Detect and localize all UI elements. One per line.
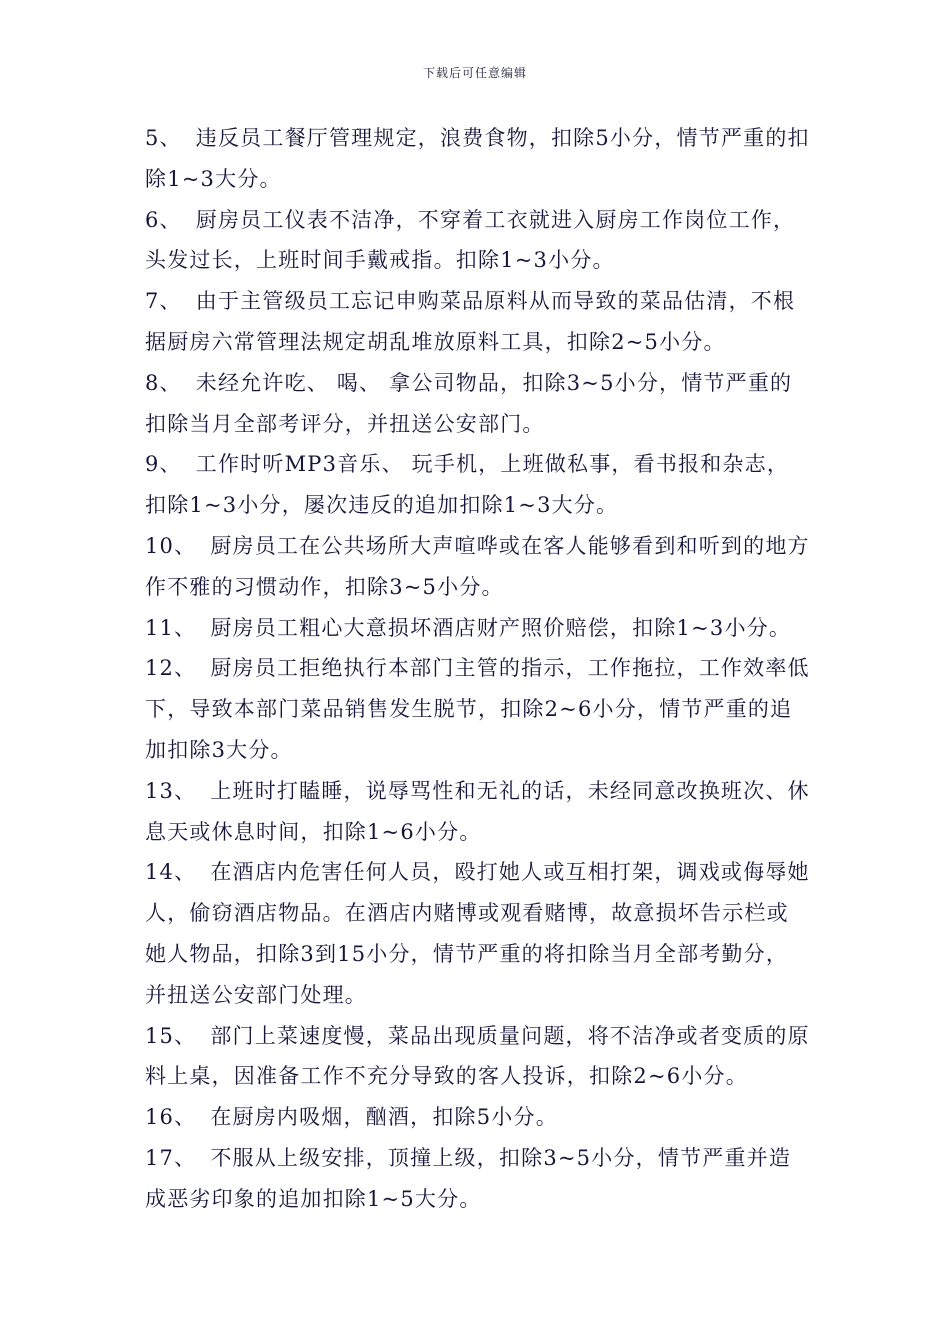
list-item xyxy=(145,771,810,853)
list-item xyxy=(145,648,810,770)
list-item xyxy=(145,608,810,649)
item-text: 厨房员工仪表不洁净，不穿着工衣就进入厨房工作岗位工作，头发过长，上班时间手戴戒指。扣除1~3小分。 xyxy=(145,207,796,273)
item-number: 16、 xyxy=(145,1105,197,1130)
item-number: 12、 xyxy=(145,656,197,681)
item-text: 工作时听MP3音乐、 玩手机，上班做私事，看书报和杂志，扣除1~3小分，屡次违反的追加扣除1~3大分。 xyxy=(145,452,790,518)
item-text: 在酒店内危害任何人员，殴打她人或互相打架，调戏或侮辱她人，偷窃酒店物品。在酒店内赌博或观看赌博，故意损坏告示栏或她人物品，扣除3到15小分，情节严重的将扣除当月全部考勤分，并扭送公安部门处理。 xyxy=(145,860,810,1007)
item-text: 部门上菜速度慢，菜品出现质量问题，将不洁净或者变质的原料上桌，因准备工作不充分导致的客人投诉，扣除2~6小分。 xyxy=(145,1023,810,1089)
item-text: 不服从上级安排，顶撞上级，扣除3~5小分，情节严重并造成恶劣印象的追加扣除1~5大分。 xyxy=(145,1145,792,1211)
list-item xyxy=(145,118,810,200)
item-text: 厨房员工在公共场所大声喧哗或在客人能够看到和听到的地方作不雅的习惯动作，扣除3~5小分。 xyxy=(145,533,810,599)
item-text: 在厨房内吸烟，酗酒，扣除5小分。 xyxy=(210,1105,558,1130)
item-number: 17、 xyxy=(145,1145,197,1170)
list-item xyxy=(145,852,810,1015)
item-number: 11、 xyxy=(145,615,197,640)
list-item xyxy=(145,1097,810,1138)
document-body xyxy=(145,118,810,1220)
item-text: 厨房员工拒绝执行本部门主管的指示，工作拖拉，工作效率低下，导致本部门菜品销售发生脱节，扣除2~6小分，情节严重的追加扣除3大分。 xyxy=(145,656,810,762)
item-number: 6、 xyxy=(145,207,182,232)
item-number: 7、 xyxy=(145,289,182,314)
item-number: 13、 xyxy=(145,778,197,803)
list-item xyxy=(145,444,810,526)
list-item xyxy=(145,1138,810,1220)
list-item xyxy=(145,363,810,445)
list-item xyxy=(145,200,810,282)
item-number: 5、 xyxy=(145,126,182,150)
list-item xyxy=(145,281,810,363)
item-text: 违反员工餐厅管理规定，浪费食物，扣除5小分，情节严重的扣除1~3大分。 xyxy=(145,126,810,191)
item-text: 由于主管级员工忘记申购菜品原料从而导致的菜品估清，不根据厨房六常管理法规定胡乱堆放原料工具，扣除2~5小分。 xyxy=(145,289,796,354)
list-item xyxy=(145,526,810,608)
item-number: 9、 xyxy=(145,452,182,477)
item-number: 10、 xyxy=(145,533,197,558)
item-text: 上班时打瞌睡，说辱骂性和无礼的话，未经同意改换班次、休息天或休息时间，扣除1~6小分。 xyxy=(145,778,810,844)
item-text: 厨房员工粗心大意损坏酒店财产照价赔偿，扣除1~3小分。 xyxy=(210,615,792,640)
page-header: 下载后可任意编辑 xyxy=(422,66,527,80)
item-number: 8、 xyxy=(145,370,182,395)
item-number: 14、 xyxy=(145,860,197,885)
item-text: 未经允许吃、 喝、 拿公司物品，扣除3~5小分，情节严重的扣除当月全部考评分，并扭送公安部门。 xyxy=(145,370,793,436)
item-number: 15、 xyxy=(145,1023,197,1048)
list-item xyxy=(145,1016,810,1098)
